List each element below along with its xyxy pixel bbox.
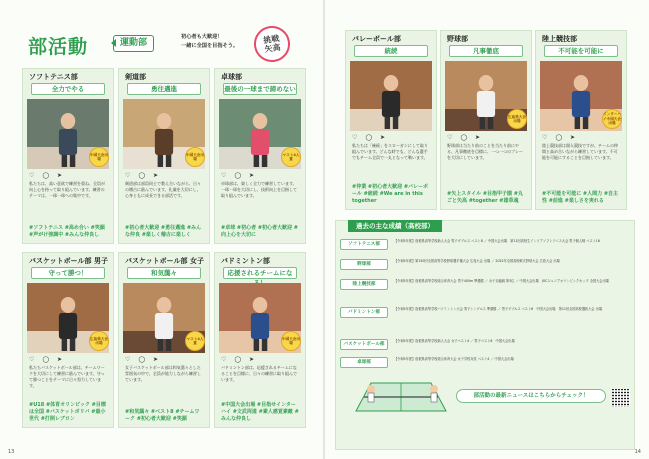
share-icon: ➤	[248, 172, 257, 179]
club-slogan: 守って勝つ！	[31, 267, 105, 279]
club-description: バドミントン部は、応援されるチームになることを目標に、日々の練習に取り組んでいます。	[221, 365, 297, 382]
heart-icon: ♡	[29, 172, 38, 179]
club-slogan: 勇往邁進	[127, 83, 201, 95]
achievement-badge: インターハイ中国大会出場	[602, 109, 622, 129]
club-slogan: 凡事徹底	[449, 45, 523, 57]
result-club-label: 野球部	[340, 259, 388, 270]
club-name: バドミントン部	[221, 257, 270, 265]
section-title: 部活動	[28, 36, 89, 58]
result-club-label: 卓球部	[340, 357, 388, 368]
share-icon: ➤	[379, 134, 388, 141]
club-name: バレーボール部	[352, 35, 401, 43]
category-tag: 運動部	[113, 35, 154, 52]
achievement-badge: 中国大会出場	[185, 147, 205, 167]
comment-icon: ◯	[138, 172, 149, 179]
achievement-badge: マスト4入賞	[185, 331, 205, 351]
club-slogan: 不可能を可能に	[544, 45, 618, 57]
qr-code[interactable]	[612, 389, 630, 407]
club-name: 卓球部	[221, 73, 242, 81]
heart-icon: ♡	[29, 356, 38, 363]
club-name: 剣道部	[125, 73, 146, 81]
social-icons	[29, 356, 65, 363]
club-description: 私たちバスケットボール部は、チームワークを大切にして練習に励んでいます。守って勝つことをテーマに日々努力しています。	[29, 365, 105, 388]
share-icon: ➤	[152, 356, 161, 363]
heart-icon: ♡	[352, 134, 361, 141]
club-description: 女子バスケットボール部は和気藹々とした雰囲気の中で、全員が協力しながら練習しています。	[125, 365, 201, 382]
tennis-court-illustration	[346, 371, 456, 416]
share-icon: ➤	[56, 172, 65, 179]
social-icons	[542, 134, 578, 141]
result-text: 【令和5年度】島根県高等学校総合体育大会 女子学校対抗 ベスト4 ／ 中国大会出場	[394, 357, 514, 361]
school-seal: 挑戦 矢高	[252, 24, 293, 65]
club-card	[22, 252, 114, 428]
club-description: 私たちは「統続」をスローガンにして取り組んでいます。どんな時でも、どんな選手でもチーム全員で一丸となって戦います。	[352, 143, 428, 160]
club-description: 私たちは、高い意欲で練習を重ね、全員が向上心を持って取り組んでいます。練習のテーマは、一球一球への集中です。	[29, 181, 105, 198]
social-icons	[447, 134, 483, 141]
social-icons	[352, 134, 388, 141]
club-description: 剣道部は部員同士で教え合いながら、日々の稽古に励んでいます。礼儀を大切にし、心身ともに成長できる部活です。	[125, 181, 201, 198]
result-club-label: 陸上競技部	[340, 279, 388, 290]
share-icon: ➤	[248, 356, 257, 363]
club-slogan: 最後の一球まで諦めない	[224, 85, 296, 93]
club-card	[214, 252, 306, 428]
section-subtitle: 初心者も大歓迎！ 一緒に全国を目指そう。	[181, 34, 239, 49]
comment-icon: ◯	[365, 134, 376, 141]
club-hashtags: #中国大会出場 #目指せインターハイ #文武両道 #素人感覚素敵 #みんな仲良し	[221, 402, 299, 422]
page-number: 13	[8, 449, 15, 455]
result-text: 【令和5年度】島根県高等学校新人大会 男子ダブルス ベスト8 ／ 中国大会出場 第11回高校生インドアソフトテニス大会 男子個人戦 ベスト16	[394, 239, 600, 243]
social-icons	[29, 172, 65, 179]
club-card	[535, 30, 627, 210]
news-link[interactable]: 部活動の最新ニュースはこちらからチェック！	[456, 389, 606, 403]
club-slogan: 統続	[354, 45, 428, 57]
social-icons	[125, 172, 161, 179]
club-description: 卓球部は、楽しく全力で練習しています。一球一球を大切にし、技術向上を目指して取り組んでいます。	[221, 181, 297, 198]
club-description: 陸上競技部は個人競技ですが、チームの仲間と高め合いながら練習しています。不可能を可能にすることを目指しています。	[542, 143, 618, 160]
social-icons	[125, 356, 161, 363]
club-hashtags: #不可能を可能に #人間力 #自主性 #前進 #楽しさを実れる	[542, 191, 619, 204]
club-slogan: 和気藹々	[127, 267, 201, 279]
club-slogan: 全力でやる	[31, 83, 105, 95]
social-icons	[221, 172, 257, 179]
result-text: 【令和5年度】第150回全国高等学校野球選手権大会 広島大会 出場 ／ 2022年全国高校軟式野球大会 広島大会 出場	[394, 259, 560, 263]
share-icon: ➤	[569, 134, 578, 141]
club-name: バスケットボール部 女子	[125, 257, 204, 265]
club-hashtags: #仲業 #初心者大歓迎 #バレーボール #統続 #We are in this together	[352, 184, 429, 204]
result-text: 【令和5年度】島根県高等学校バドミントン大会 男子シングルス 準優勝 ／ 男子ダブルス ベスト8 中国大会出場 第11回全国高校選抜大会 出場	[394, 307, 603, 311]
club-name: バスケットボール部 男子	[29, 257, 108, 265]
heart-icon: ♡	[125, 356, 134, 363]
heart-icon: ♡	[542, 134, 551, 141]
share-icon: ➤	[56, 356, 65, 363]
club-slogan: 応援されるチームにな	[223, 267, 297, 279]
achievement-badge: 中国大会出場	[281, 331, 301, 351]
comment-icon: ◯	[138, 356, 149, 363]
club-card	[345, 30, 437, 210]
share-icon: ➤	[474, 134, 483, 141]
club-card	[118, 68, 210, 244]
result-text: 【令和5年度】島根県高等学校新人大会 女子ベスト4 ／ 男子ベスト8 中国大会出場	[394, 339, 515, 343]
club-name: 野球部	[447, 35, 468, 43]
club-hashtags: #卓球 #初心者 #初心者大歓迎 #向上心を大切に	[221, 225, 298, 238]
share-icon: ➤	[152, 172, 161, 179]
page-number: 14	[634, 449, 641, 455]
comment-icon: ◯	[42, 172, 53, 179]
club-hashtags: #和気藹々 #ベスト8 #チームワーク #初心者大歓迎 #笑顔	[125, 409, 200, 422]
club-card	[22, 68, 114, 244]
club-name: 陸上競技部	[542, 35, 577, 43]
achievement-badge: 広島県大会出場	[507, 109, 527, 129]
social-icons	[221, 356, 257, 363]
comment-icon: ◯	[42, 356, 53, 363]
heart-icon: ♡	[447, 134, 456, 141]
results-panel	[335, 220, 635, 450]
achievement-badge: 広島県大会出場	[89, 331, 109, 351]
right-page	[325, 0, 649, 459]
club-photo	[350, 61, 432, 131]
left-page	[0, 0, 324, 459]
club-card	[118, 252, 210, 428]
club-description: 野球部は当たり前のことを当たり前にやる、凡事徹底を目標に、一つ一つのプレーを大切にしています。	[447, 143, 523, 160]
results-title: 過去の主な成績（高校部）	[348, 220, 442, 232]
club-hashtags: #初心者大歓迎 #勇往邁進 #みんな仲良 #楽しく稽古に楽しく	[125, 225, 202, 238]
club-hashtags: #U18 #体育オリンピック #目標は全国 #バスケットボリバ #最小世代 #打倒レブロン	[29, 402, 106, 422]
comment-icon: ◯	[234, 356, 245, 363]
heart-icon: ♡	[125, 172, 134, 179]
result-club-label: バスケットボール部	[340, 339, 388, 350]
club-name: ソフトテニス部	[29, 73, 78, 81]
heart-icon: ♡	[221, 356, 230, 363]
club-card	[214, 68, 306, 244]
heart-icon: ♡	[221, 172, 230, 179]
club-hashtags: #ソフトテニス #高め合い #笑顔 #声がけ強調中 #みんな仲良し	[29, 225, 105, 238]
result-club-label: バドミントン部	[340, 307, 388, 318]
club-card	[440, 30, 532, 210]
comment-icon: ◯	[460, 134, 471, 141]
achievement-badge: マスト4入賞	[281, 147, 301, 167]
achievement-badge: 中国大会出場	[89, 147, 109, 167]
result-club-label: ソフトテニス部	[340, 239, 388, 250]
result-text: 【令和5年度】島根県高等学校総合体育大会 男子400m 準優勝 ／ 女子走幅跳 第3位 ／ 中国大会出場 JOCジュニアオリンピックカップ 全国大会出場	[394, 279, 609, 283]
comment-icon: ◯	[555, 134, 566, 141]
club-hashtags: #矢上スタイル #目指甲子園 #丸ごと矢高 #together #雄草魂	[447, 191, 523, 204]
comment-icon: ◯	[234, 172, 245, 179]
